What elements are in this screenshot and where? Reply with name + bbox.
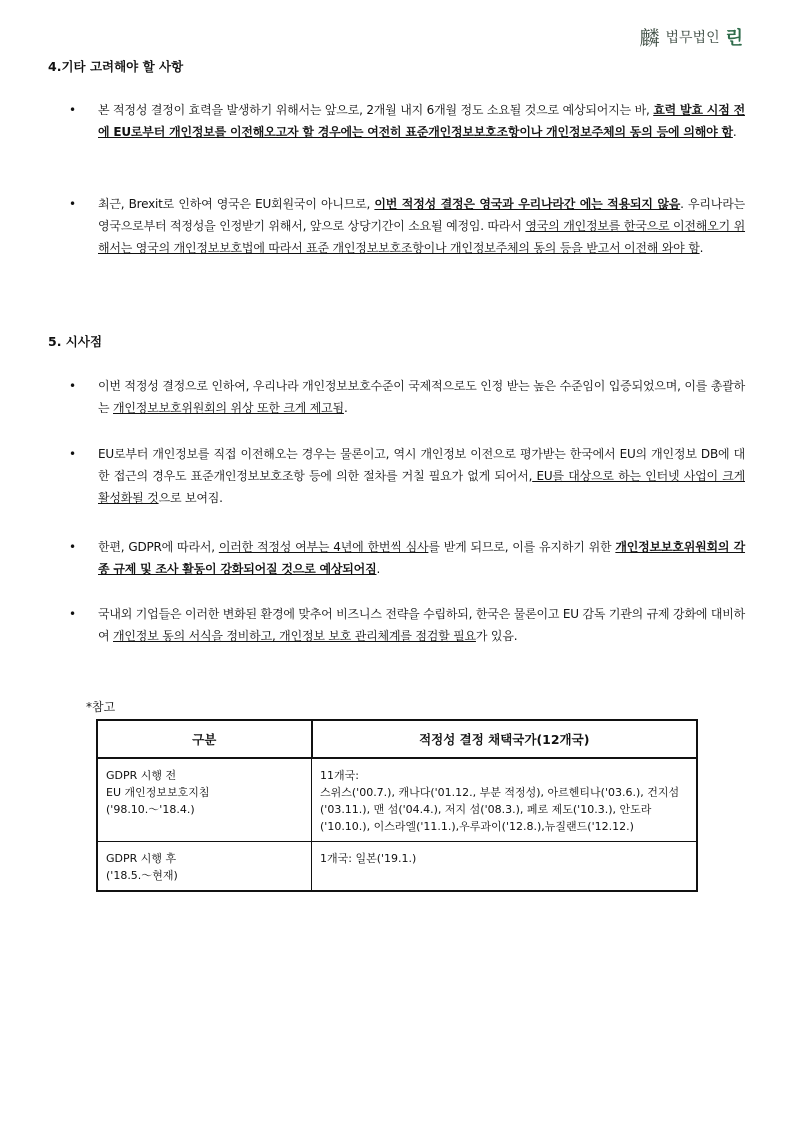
bullet-dot: • — [69, 607, 77, 621]
bullet-text — [98, 603, 745, 647]
body-text: EU로부터 개인정보를 직접 이전해오는 경우는 물론이고, 역시 개인정보 이전으로 평가받는 한국에서 EU의 개인정보 DB에 대한 접근의 경우도 표준개인정보보호조항 등에 의한 절차를 거칠 필요가 없게 되어서, — [98, 447, 745, 483]
section-5-bullet-2 — [69, 443, 745, 509]
countries-cell — [312, 842, 698, 892]
body-text: 이번 적정성 결정으로 인하여, 우리나라 개인정보보호수준이 국제적으로도 인정 받는 높은 수준임이 입증되었으며, 이를 총괄하는 — [98, 379, 745, 415]
reference-note: *참고 — [86, 700, 116, 714]
period-line: EU 개인정보보호지침 — [106, 786, 210, 799]
countries-line: 1개국: 일본('19.1.) — [320, 852, 417, 865]
emphasis-text: 이번 적정성 결정은 영국과 우리나라간 에는 적용되지 않음 — [374, 197, 681, 211]
body-text: . — [699, 241, 704, 255]
section-5-bullet-1 — [69, 375, 745, 419]
body-text: . 우리나라는 영국으로부터 적정성을 인정받기 위해서, 앞으로 상당기간이 소요될 예정임. 따라서 — [98, 197, 745, 233]
period-cell — [97, 842, 312, 892]
period-line: ('98.10.～'18.4.) — [106, 803, 195, 816]
bullet-dot: • — [69, 447, 77, 461]
header-countries: 적정성 결정 채택국가(12개국) — [312, 720, 698, 758]
body-text: . — [376, 562, 381, 576]
period-line: ('18.5.～현재) — [106, 869, 178, 882]
countries-cell — [312, 758, 698, 842]
body-text: 최근, Brexit로 인하여 영국은 EU회원국이 아니므로, — [98, 197, 375, 211]
bullet-text — [98, 536, 745, 580]
firm-logo — [640, 22, 744, 51]
adequacy-table — [96, 719, 698, 892]
countries-line: 11개국: — [320, 769, 359, 782]
period-line: GDPR 시행 전 — [106, 769, 177, 782]
emphasis-text: 개인정보보호위원회의 각종 규제 및 조사 활동이 강화되어질 것으로 예상되어짐 — [98, 540, 746, 576]
logo-firm-type: 법무법인 — [665, 29, 720, 46]
table-row — [97, 842, 697, 892]
period-cell — [97, 758, 312, 842]
emphasis-text: 효력 발효 시점 전에 EU로부터 개인정보를 이전해오고자 할 경우에는 여전히 표준개인정보보호조항이나 개인정보주체의 동의 등에 의해야 함 — [98, 103, 745, 139]
bullet-text — [98, 193, 745, 259]
section-4-title: 4.기타 고려해야 할 사항 — [48, 59, 184, 74]
body-text: 가 있음. — [475, 629, 518, 643]
bullet-text — [98, 375, 745, 419]
body-text: 를 받게 되므로, 이를 유지하기 위한 — [428, 540, 616, 554]
body-text: 국내외 기업들은 이러한 변화된 환경에 맞추어 비즈니스 전략을 수립하되, 한국은 물론이고 EU 감독 기관의 규제 강화에 대비하여 — [98, 607, 746, 643]
body-text: 으로 보여짐. — [158, 491, 223, 505]
bullet-dot: • — [69, 540, 77, 554]
table-row — [97, 758, 697, 842]
logo-firm-name: 린 — [725, 27, 743, 49]
underlined-text: EU를 대상으로 하는 인터넷 사업이 크게 활성화될 것 — [98, 469, 745, 505]
body-text: . — [732, 125, 737, 139]
period-line: GDPR 시행 후 — [106, 852, 177, 865]
bullet-dot: • — [69, 197, 77, 211]
underlined-text: 영국의 개인정보를 한국으로 이전해오기 위해서는 영국의 개인정보보호법에 따라서 표준 개인정보보호조항이나 개인정보주체의 동의 등을 받고서 이전해 와야 함 — [98, 219, 746, 255]
table-header-row — [97, 720, 697, 758]
bullet-text — [98, 443, 745, 509]
bullet-dot: • — [69, 103, 77, 117]
body-text: 한편, GDPR에 따라서, — [98, 540, 219, 554]
section-5-bullet-3 — [69, 536, 746, 580]
bullet-dot: • — [69, 379, 77, 393]
body-text: . — [343, 401, 348, 415]
section-5-bullet-4 — [69, 603, 746, 647]
underlined-text: 개인정보 동의 서식을 정비하고, 개인정보 보호 관리체계를 점검할 필요 — [113, 629, 476, 643]
section-5-title: 5. 시사점 — [48, 334, 103, 349]
body-text: 본 적정성 결정이 효력을 발생하기 위해서는 앞으로, 2개월 내지 6개월 정도 소요될 것으로 예상되어지는 바, — [98, 103, 654, 117]
underlined-text: 개인정보보호위원회의 위상 또한 크게 제고됨 — [113, 401, 344, 415]
countries-line: 스위스('00.7.), 캐나다('01.12., 부분 적정성), 아르헨티나('03.6.), 건지섬('03.11.), 맨 섬('04.4.), 저지 섬('08.3.), 페로 제도('10.3.), 안도라('10.10.), 이스라엘('11.1.),우루과이('12.8.),뉴질랜드('12.12.) — [320, 786, 680, 833]
bullet-text — [98, 99, 745, 143]
header-category: 구분 — [97, 720, 312, 758]
section-4-bullet-1 — [69, 99, 745, 143]
section-4-bullet-2 — [69, 193, 746, 259]
logo-mark: 麟 — [639, 26, 660, 50]
underlined-text: 이러한 적정성 여부는 4년에 한번씩 심사 — [218, 540, 429, 554]
